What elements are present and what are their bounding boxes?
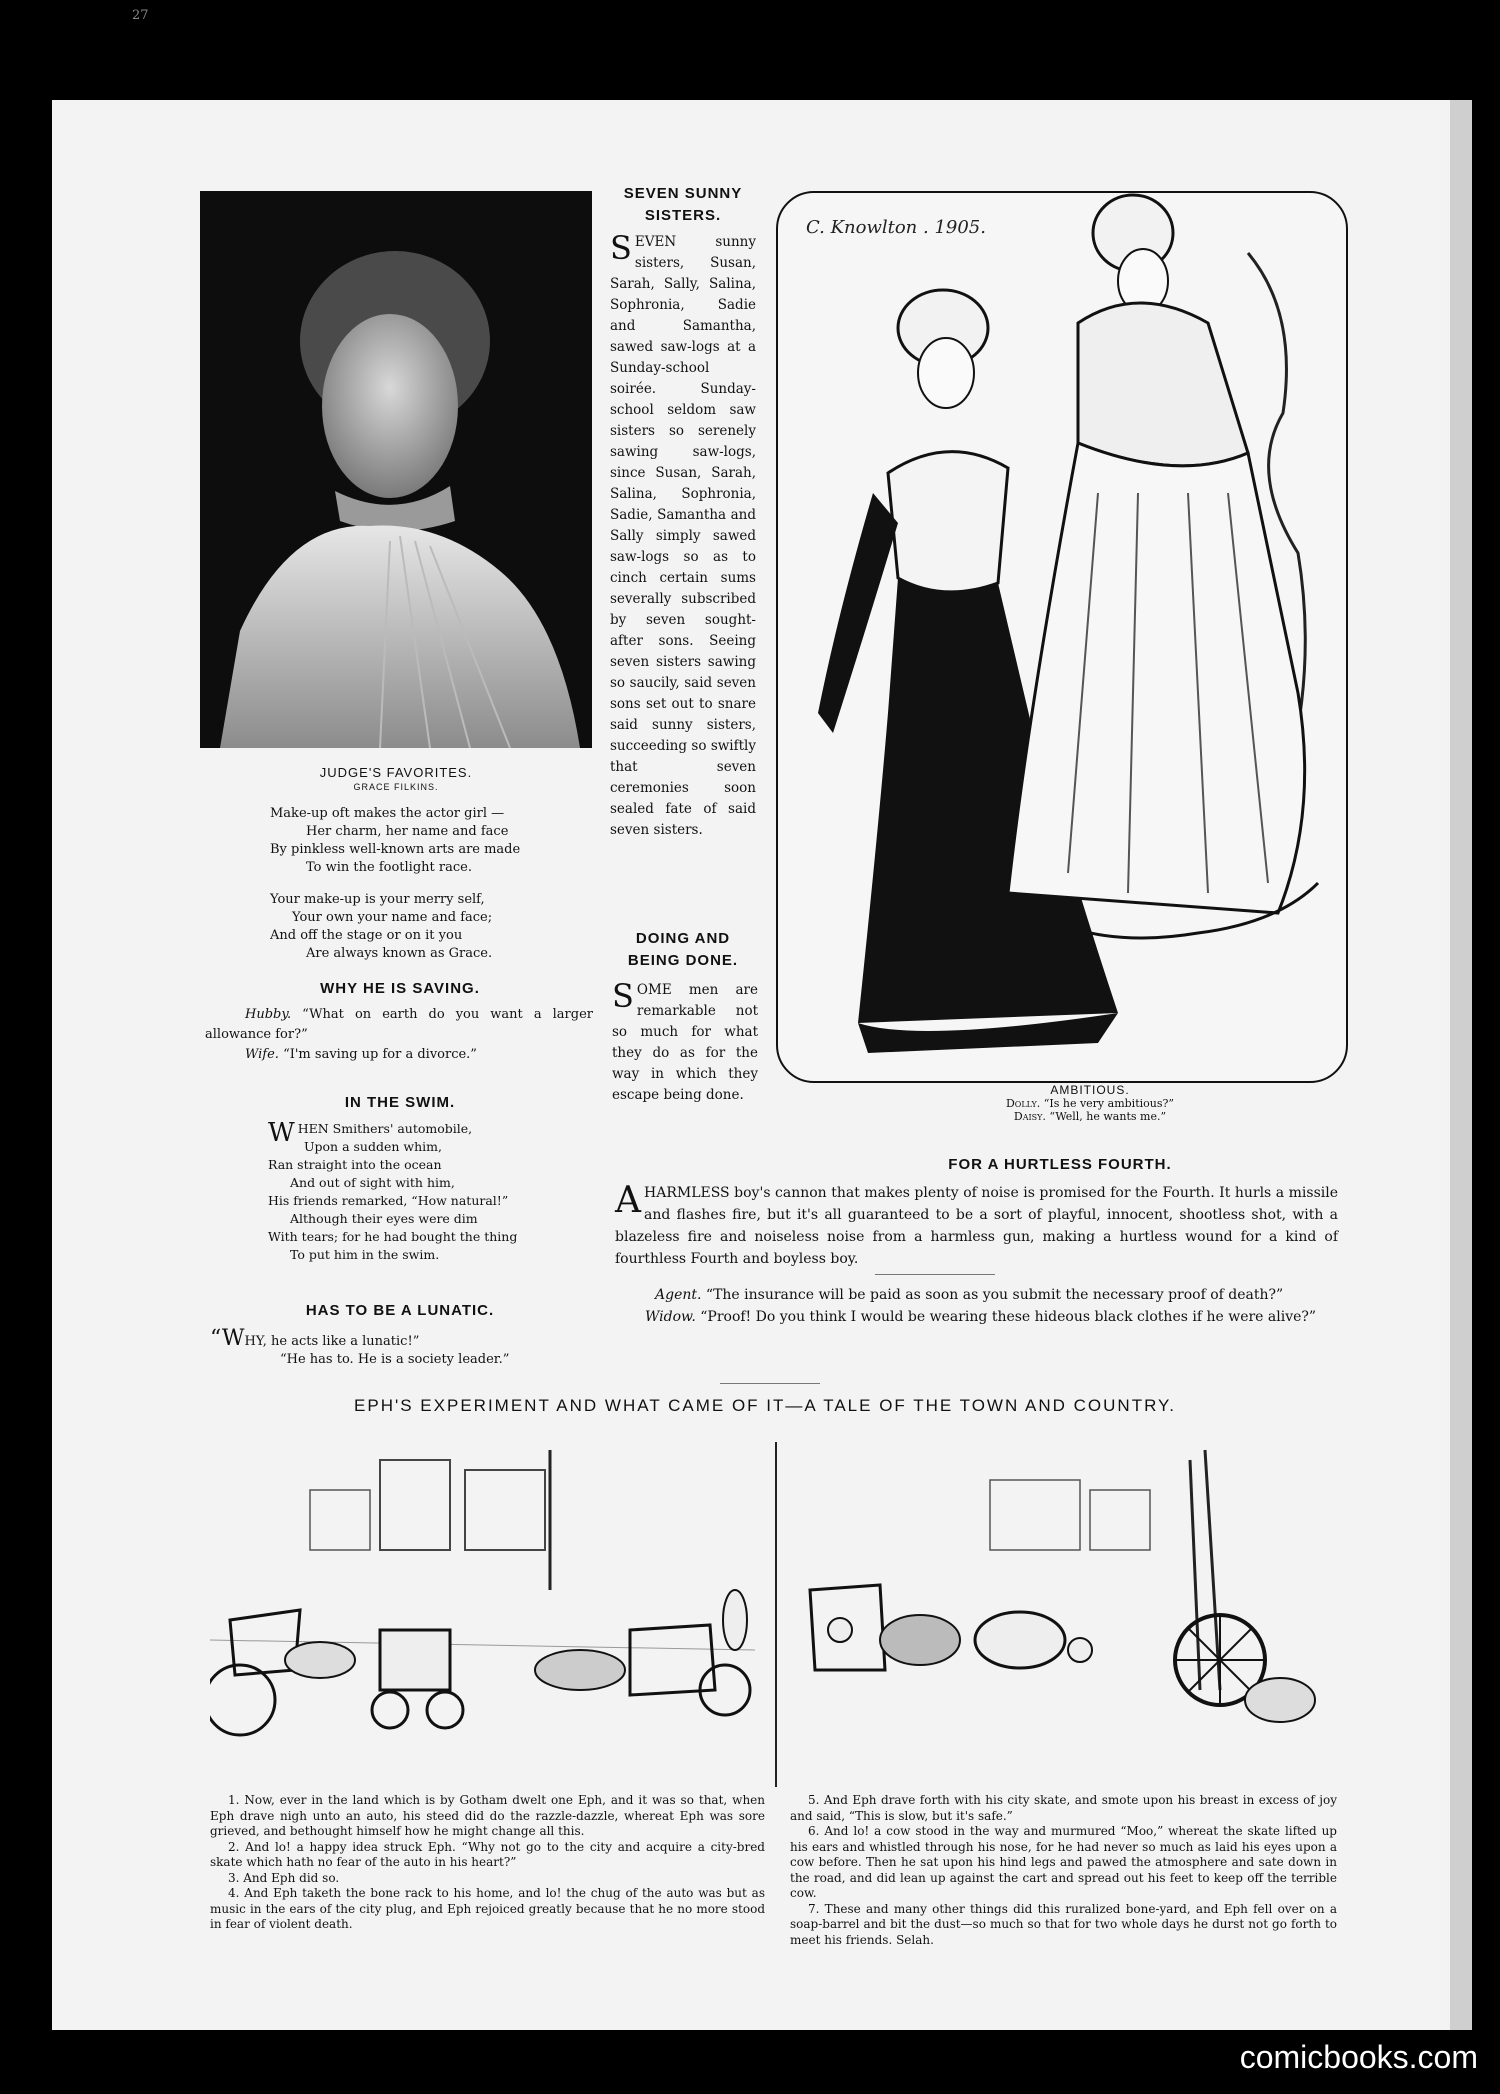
speaker: Daisy. [1013,1110,1046,1123]
dialogue-line: “Proof! Do you think I would be wearing these hideous black clothes if he were alive?” [700,1309,1317,1325]
speaker: Widow. [645,1309,696,1325]
strip-text-right [790,1793,1337,1948]
dialogue-line: “Is he very ambitious?” [1043,1097,1175,1110]
lunatic-text [210,1326,595,1369]
poem-line: Your own your name and face; [292,910,493,925]
panel-divider [775,1442,777,1787]
town-street-drawing [210,1440,755,1780]
poem-line: And out of sight with him, [290,1175,455,1190]
sisters-text [610,229,756,841]
dialogue-line: “He has to. He is a society leader.” [280,1352,510,1367]
poem-line: Her charm, her name and face [306,824,509,839]
drop-cap: A [615,1180,641,1221]
portrait-photo [200,191,592,748]
dialogue-line: HY, he acts like a lunatic!” [244,1334,420,1349]
why-saving-text [205,1005,593,1065]
poem-line: To win the footlight race. [306,860,472,875]
fourth-heading: FOR A HURTLESS FOURTH. [948,1156,1172,1173]
swim-poem [268,1120,598,1264]
poem-line: And off the stage or on it you [270,928,463,943]
swim-heading: IN THE SWIM. [344,1094,456,1111]
drop-cap: “W [210,1326,245,1351]
drop-cap: S [612,977,634,1015]
strip-title: EPH'S EXPERIMENT AND WHAT CAME OF IT—A TALE OF THE TOWN AND COUNTRY. [354,1396,1176,1415]
doing-body: OME men are remarkable not so much for what they do as for the way in which they escape being done. [612,982,758,1103]
dialogue-line: “I'm saving up for a divorce.” [283,1047,477,1062]
divider-rule [875,1274,995,1275]
story-paragraph: 2. And lo! a happy idea struck Eph. “Why not go to the city and acquire a city-bred skate which hath no fear of the auto in his heart?” [210,1839,765,1869]
sisters-body: EVEN sunny sisters, Susan, Sarah, Sally, Salina, Sophronia, Sadie and Samantha, sawed saw-logs at a Sunday-school soirée. Sunday-school seldom saw sisters so serenely sawing saw-logs, since Susan, Sarah, Salina, Sophronia, Sadie, Samantha and Sally simply sawed saw-logs so as to cinch certain sums severally subscribed by seven sought-after sons. Seeing seven sisters sawing so saucily, said seven sons set out to snare said sunny sisters, succeeding so swiftly that seven ceremonies soon sealed fate of said seven sisters. [610,234,756,838]
strip-panel-country [790,1440,1335,1780]
speaker: Hubby. [245,1007,292,1022]
country-road-drawing [790,1440,1335,1780]
fourth-body: HARMLESS boy's cannon that makes plenty of noise is promised for the Fourth. It hurls a missile and flashes fire, but it's all guaranteed to be a sort of playful, innocent, shootless shot, with a blazeless fire and noiseless noise from a harmless gun, making a hurtless wound for a kind of fourthless Fourth and boyless boy. [615,1185,1338,1267]
poem [270,805,590,963]
speaker: Agent. [655,1287,702,1303]
poem-line: Are always known as Grace. [306,946,493,961]
page-number: 27 [132,8,149,23]
sisters-heading: SEVEN SUNNY SISTERS. [623,185,743,224]
photo-caption-subtitle: GRACE FILKINS. [353,782,439,792]
lunatic-heading: HAS TO BE A LUNATIC. [305,1302,495,1319]
story-paragraph: 7. These and many other things did this ruralized bone-yard, and Eph fell over on a soap-barrel and bit the dust—so much so that for two whole days he durst not go forth to meet his friends. Selah. [790,1901,1337,1947]
site-watermark: comicbooks.com [1239,2039,1478,2075]
doing-heading: DOING AND BEING DONE. [627,930,739,969]
strip-panel-town [210,1440,755,1780]
drop-cap: W [268,1118,295,1148]
dialogue-line: “The insurance will be paid as soon as you submit the necessary proof of death?” [705,1287,1284,1303]
poem-line: Although their eyes were dim [290,1211,478,1226]
story-paragraph: 6. And lo! a cow stood in the way and murmured “Moo,” whereat the skate lifted up his ears and whistled through his nose, for he had never so much as laid his eyes upon a cow before. Then he sat upon his hind legs and pawed the atmosphere and sate down in the road, and did lean up against the cart and spread out his feet to keep off the terrible cow. [790,1824,1337,1900]
poem-line: Your make-up is your merry self, [270,892,485,907]
story-paragraph: 5. And Eph drave forth with his city skate, and smote upon his breast in excess of joy and said, “This is slow, but it's safe.” [790,1793,1337,1823]
divider-rule [720,1383,820,1384]
artist-signature: C. Knowlton . 1905. [806,217,986,238]
agent-dialogue [615,1284,1338,1328]
portrait-image [200,191,592,748]
poem-line: With tears; for he had bought the thing [268,1229,518,1244]
fourth-text [615,1182,1338,1270]
poem-line: Upon a sudden whim, [304,1139,442,1154]
photo-caption-title: JUDGE'S FAVORITES. [319,765,473,780]
why-saving-heading: WHY HE IS SAVING. [320,980,480,997]
story-paragraph: 4. And Eph taketh the bone rack to his home, and lo! the chug of the auto was but as music in the ears of the city plug, and Eph rejoiced greatly because that he no more stood in fear of violent death. [210,1886,765,1931]
dialogue-line: “What on earth do you want a larger allowance for?” [205,1007,593,1042]
drop-cap: S [610,229,632,267]
poem-line: To put him in the swim. [290,1247,440,1262]
speaker: Wife. [245,1047,279,1062]
poem-line: Ran straight into the ocean [268,1157,442,1172]
poem-line: By pinkless well-known arts are made [270,842,521,857]
poem-line: HEN Smithers' automobile, [297,1121,473,1136]
story-paragraph: 1. Now, ever in the land which is by Gotham dwelt one Eph, and it was so that, when Eph drave nigh unto an auto, his steed did do the razzle-dazzle, whereat Eph was sore grieved, and bethought himself how he might change all this. [210,1793,765,1838]
ambitious-illustration [776,191,1348,1083]
illustration-caption-title: AMBITIOUS. [1050,1083,1130,1097]
two-women-drawing [778,193,1346,1081]
dialogue-line: “Well, he wants me.” [1049,1110,1167,1123]
speaker: Dolly. [1005,1097,1041,1110]
doing-text [612,977,758,1106]
poem-line: Make-up oft makes the actor girl — [270,806,505,821]
story-paragraph: 3. And Eph did so. [228,1870,340,1885]
illustration-dialogue [900,1097,1280,1123]
strip-text-left [210,1793,765,1933]
poem-line: His friends remarked, “How natural!” [268,1193,509,1208]
